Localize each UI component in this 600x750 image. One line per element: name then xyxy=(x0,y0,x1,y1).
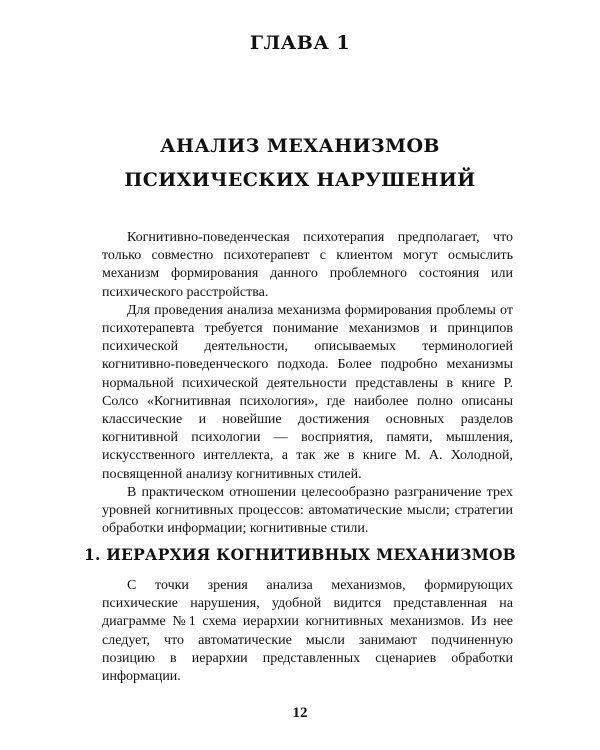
page-number: 12 xyxy=(292,705,308,721)
intro-paragraph-3: В практическом отношении целесообразно разграничение трех уровней когнитивных процессов: автоматические мысли; стратегии обработки информации; когнитивные стили. xyxy=(102,484,513,537)
chapter-title-line-2: ПСИХИЧЕСКИХ НАРУШЕНИЙ xyxy=(124,169,476,191)
section-heading: 1. ИЕРАРХИЯ КОГНИТИВНЫХ МЕХАНИЗМОВ xyxy=(84,545,516,564)
intro-text xyxy=(102,229,513,538)
section-text xyxy=(102,577,513,686)
chapter-label: ГЛАВА 1 xyxy=(249,32,351,54)
section-paragraph: С точки зрения анализа механизмов, формирующих психические нарушения, удобной видится представленная на диаграмме №1 схема иерархии когнитивных механизмов. Из нее следует, что автоматические мысли занимают подчиненную позицию в иерархии представленных сценариев обработки информации. xyxy=(102,578,513,685)
chapter-title-line-1: АНАЛИЗ МЕХАНИЗМОВ xyxy=(160,135,440,157)
intro-paragraph-2: Для проведения анализа механизма формирования проблемы от психотерапевта требуется понимание механизмов и принципов психической деятельности, описываемых терминологией когнитивно-поведенческого подхода. Более подробно механизмы нормальной психической деятельности представлены в книге Р. Солсо «Когнитивная психология», где наиболее полно описаны классические и новейшие достижения основных разделов когнитивной психологии — восприятия, памяти, мышления, искусственного интеллекта, а так же в книге М. А. Холодной, посвященной анализу когнитивных стилей. xyxy=(102,302,513,482)
intro-paragraph-1: Когнитивно-поведенческая психотерапия предполагает, что только совместно психотерапевт с клиентом могут осмыслить механизм формирования данного проблемного состояния или психического расстройства. xyxy=(102,230,513,300)
